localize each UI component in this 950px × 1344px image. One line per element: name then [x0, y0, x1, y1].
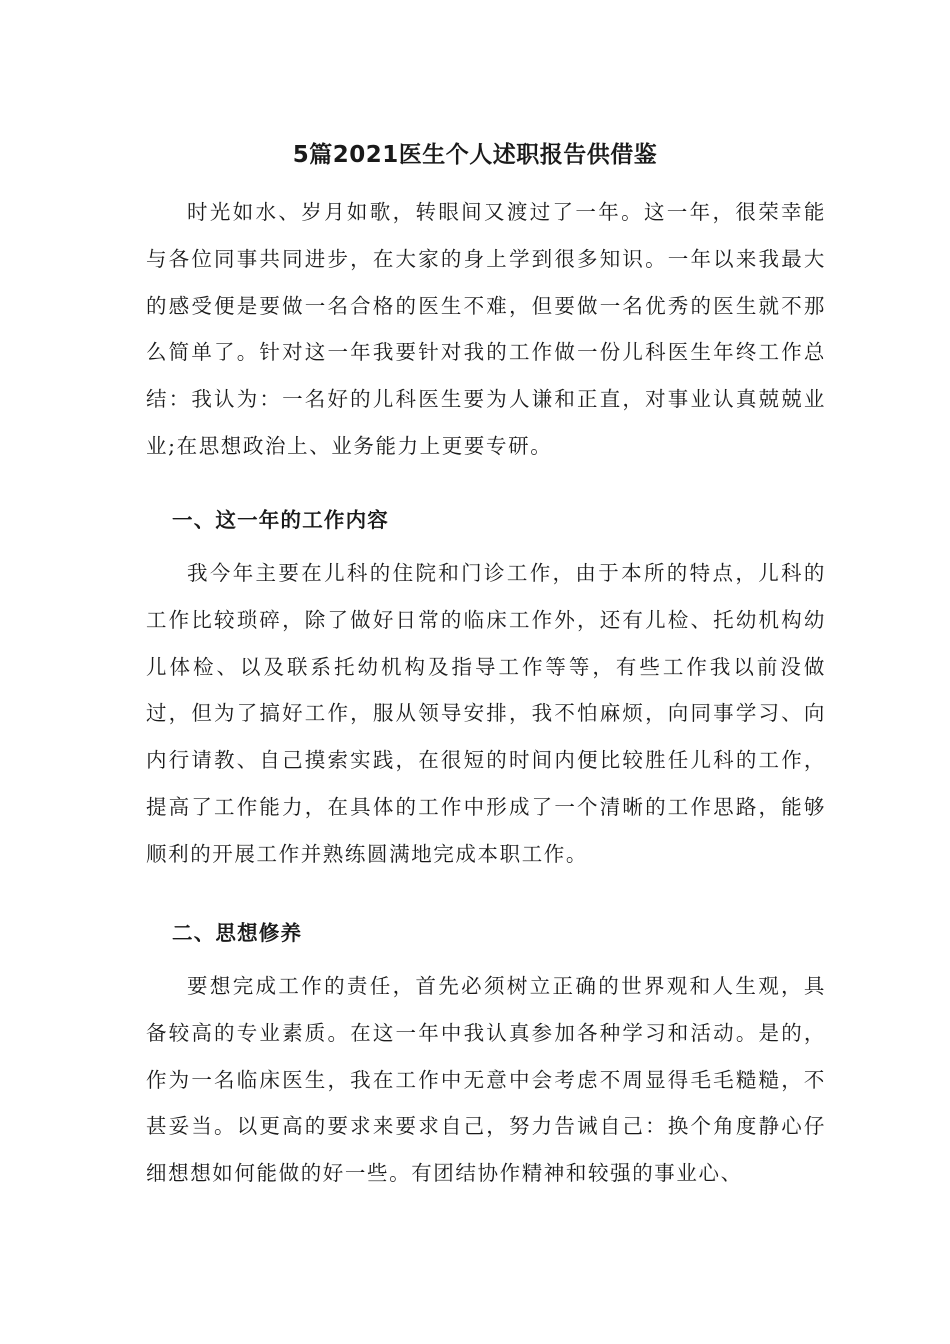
- section-heading-work-content: 一、这一年的工作内容: [172, 508, 389, 532]
- document-title: 5篇2021医生个人述职报告供借鉴: [292, 142, 658, 168]
- section-heading-ideology: 二、思想修养: [172, 921, 303, 945]
- paragraph-ideology: 要想完成工作的责任，首先必须树立正确的世界观和人生观，具备较高的专业素质。在这一年中我认真参加各种学习和活动。是的，作为一名临床医生，我在工作中无意中会考虑不周显得毛毛糙糙，不甚妥当。以更高的要求来要求自己，努力告诫自己：换个角度静心仔细想想如何能做的好一些。有团结协作精神和较强的事业心、: [146, 974, 826, 1186]
- paragraph-work-content: 我今年主要在儿科的住院和门诊工作，由于本所的特点，儿科的工作比较琐碎，除了做好日常的临床工作外，还有儿检、托幼机构幼儿体检、以及联系托幼机构及指导工作等等，有些工作我以前没做过，但为了搞好工作，服从领导安排，我不怕麻烦，向同事学习、向内行请教、自己摸索实践，在很短的时间内便比较胜任儿科的工作，提高了工作能力，在具体的工作中形成了一个清晰的工作思路，能够顺利的开展工作并熟练圆满地完成本职工作。: [146, 561, 826, 866]
- paragraph-intro: 时光如水、岁月如歌，转眼间又渡过了一年。这一年，很荣幸能与各位同事共同进步，在大家的身上学到很多知识。一年以来我最大的感受便是要做一名合格的医生不难，但要做一名优秀的医生就不那么简单了。针对这一年我要针对我的工作做一份儿科医生年终工作总结：我认为：一名好的儿科医生要为人谦和正直，对事业认真兢兢业业;在思想政治上、业务能力上更要专研。: [146, 200, 826, 458]
